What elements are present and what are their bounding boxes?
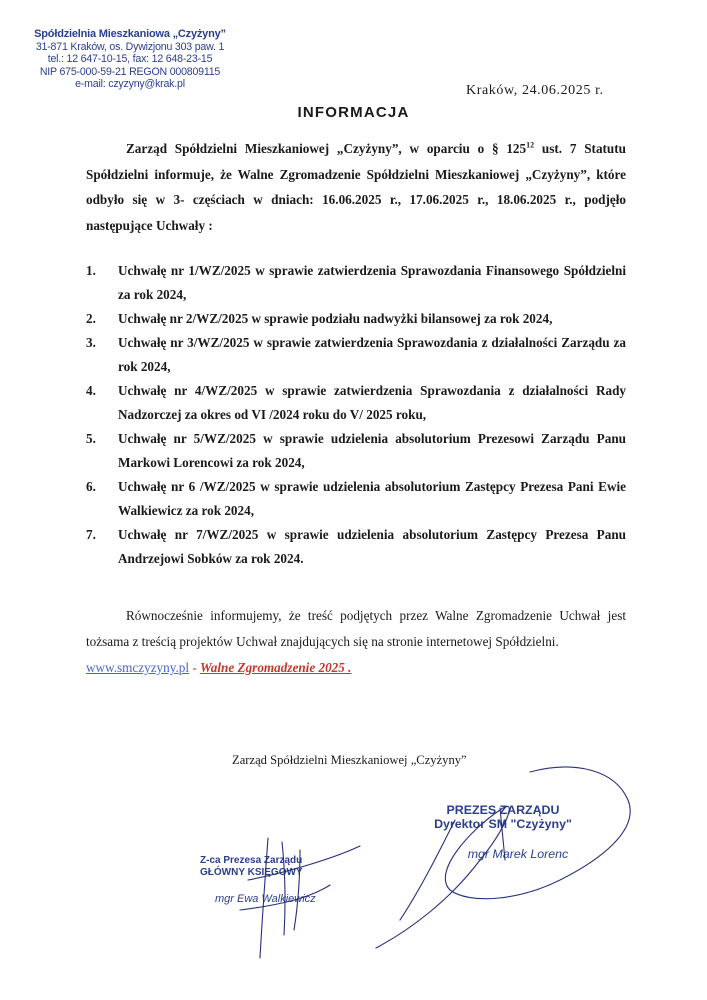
list-item xyxy=(86,307,626,331)
item-text: Uchwałę nr 6 /WZ/2025 w sprawie udzielenia absolutorium Zastępcy Prezesa Pani Ewie Walkiewicz za rok 2024, xyxy=(118,479,626,518)
president-stamp xyxy=(418,803,588,861)
event-name: Walne Zgromadzenie 2025 . xyxy=(200,660,352,675)
website-link[interactable]: www.smczyzyny.pl xyxy=(86,660,190,675)
list-item xyxy=(86,427,626,475)
link-separator: - xyxy=(189,660,201,675)
document-title: INFORMACJA xyxy=(297,104,410,121)
intro-superscript: 12 xyxy=(526,140,535,150)
closing-paragraph xyxy=(86,603,626,681)
list-item xyxy=(86,331,626,379)
cooperative-name: Spółdzielnia Mieszkaniowa „Czyżyny” xyxy=(34,28,226,40)
item-number: 1. xyxy=(86,263,96,278)
deputy-title: Z-ca Prezesa Zarządu xyxy=(200,855,303,866)
deputy-stamp xyxy=(200,855,335,906)
resolutions-list xyxy=(86,259,626,571)
item-text: Uchwałę nr 7/WZ/2025 w sprawie udzielenia absolutorium Zastępcy Prezesa Panu Andrzejowi Sobków za rok 2024. xyxy=(118,527,626,566)
item-number: 3. xyxy=(86,335,96,350)
item-text: Uchwałę nr 2/WZ/2025 w sprawie podziału nadwyżki bilansowej za rok 2024, xyxy=(118,311,553,326)
letterhead-stamp xyxy=(25,28,235,91)
closing-text: Równocześnie informujemy, że treść podjętych przez Walne Zgromadzenie Uchwał jest tożsama z treścią projektów Uchwał znajdujących się na stronie internetowej Spółdzielni. xyxy=(86,608,626,649)
item-text: Uchwałę nr 5/WZ/2025 w sprawie udzielenia absolutorium Prezesowi Zarządu Panu Markowi Lorencowi za rok 2024, xyxy=(118,431,626,470)
item-number: 6. xyxy=(86,479,96,494)
list-item xyxy=(86,259,626,307)
intro-text-end: ust. 7 Statutu Spółdzielni informuje, że Walne Zgromadzenie Spółdzielni Mieszkaniowej „Czyżyny”, które odbyło się w 3- częściach w dniach: 16.06.2025 r., 17.06.2025 r., 18.06.2025 r., podjęło następujące Uchwały : xyxy=(86,141,626,233)
item-text: Uchwałę nr 4/WZ/2025 w sprawie zatwierdzenia Sprawozdania z działalności Rady Nadzorczej za okres od VI /2024 roku do V/ 2025 roku, xyxy=(118,383,626,422)
list-item xyxy=(86,523,626,571)
cooperative-email: e-mail: czyzyny@krak.pl xyxy=(75,78,185,91)
item-number: 5. xyxy=(86,431,96,446)
cooperative-address: 31-871 Kraków, os. Dywizjonu 303 paw. 1 xyxy=(35,40,225,53)
president-name: mgr Marek Lorenc xyxy=(467,847,569,861)
cooperative-phone: tel.: 12 647-10-15, fax: 12 648-23-15 xyxy=(47,53,213,66)
document-date: Kraków, 24.06.2025 r. xyxy=(466,83,604,98)
director-title: Dyrektor SM "Czyżyny" xyxy=(434,817,572,831)
cooperative-ids: NIP 675-000-59-21 REGON 000809115 xyxy=(39,65,221,78)
accountant-title: GŁÓWNY KSIĘGOWY xyxy=(200,866,303,878)
president-title: PREZES ZARZĄDU xyxy=(446,803,560,817)
item-number: 2. xyxy=(86,311,96,326)
list-item xyxy=(86,379,626,427)
item-number: 7. xyxy=(86,527,96,542)
board-signature-line: Zarząd Spółdzielni Mieszkaniowej „Czyżyny” xyxy=(232,753,467,767)
list-item xyxy=(86,475,626,523)
intro-text-start: Zarząd Spółdzielni Mieszkaniowej „Czyżyny”, w oparciu o § 125 xyxy=(126,141,527,156)
item-number: 4. xyxy=(86,383,96,398)
intro-paragraph xyxy=(86,136,626,238)
item-text: Uchwałę nr 1/WZ/2025 w sprawie zatwierdzenia Sprawozdania Finansowego Spółdzielni za rok 2024, xyxy=(118,263,626,302)
item-text: Uchwałę nr 3/WZ/2025 w sprawie zatwierdzenia Sprawozdania z działalności Zarządu za rok 2024, xyxy=(118,335,626,374)
deputy-name: mgr Ewa Walkiewicz xyxy=(215,893,316,905)
